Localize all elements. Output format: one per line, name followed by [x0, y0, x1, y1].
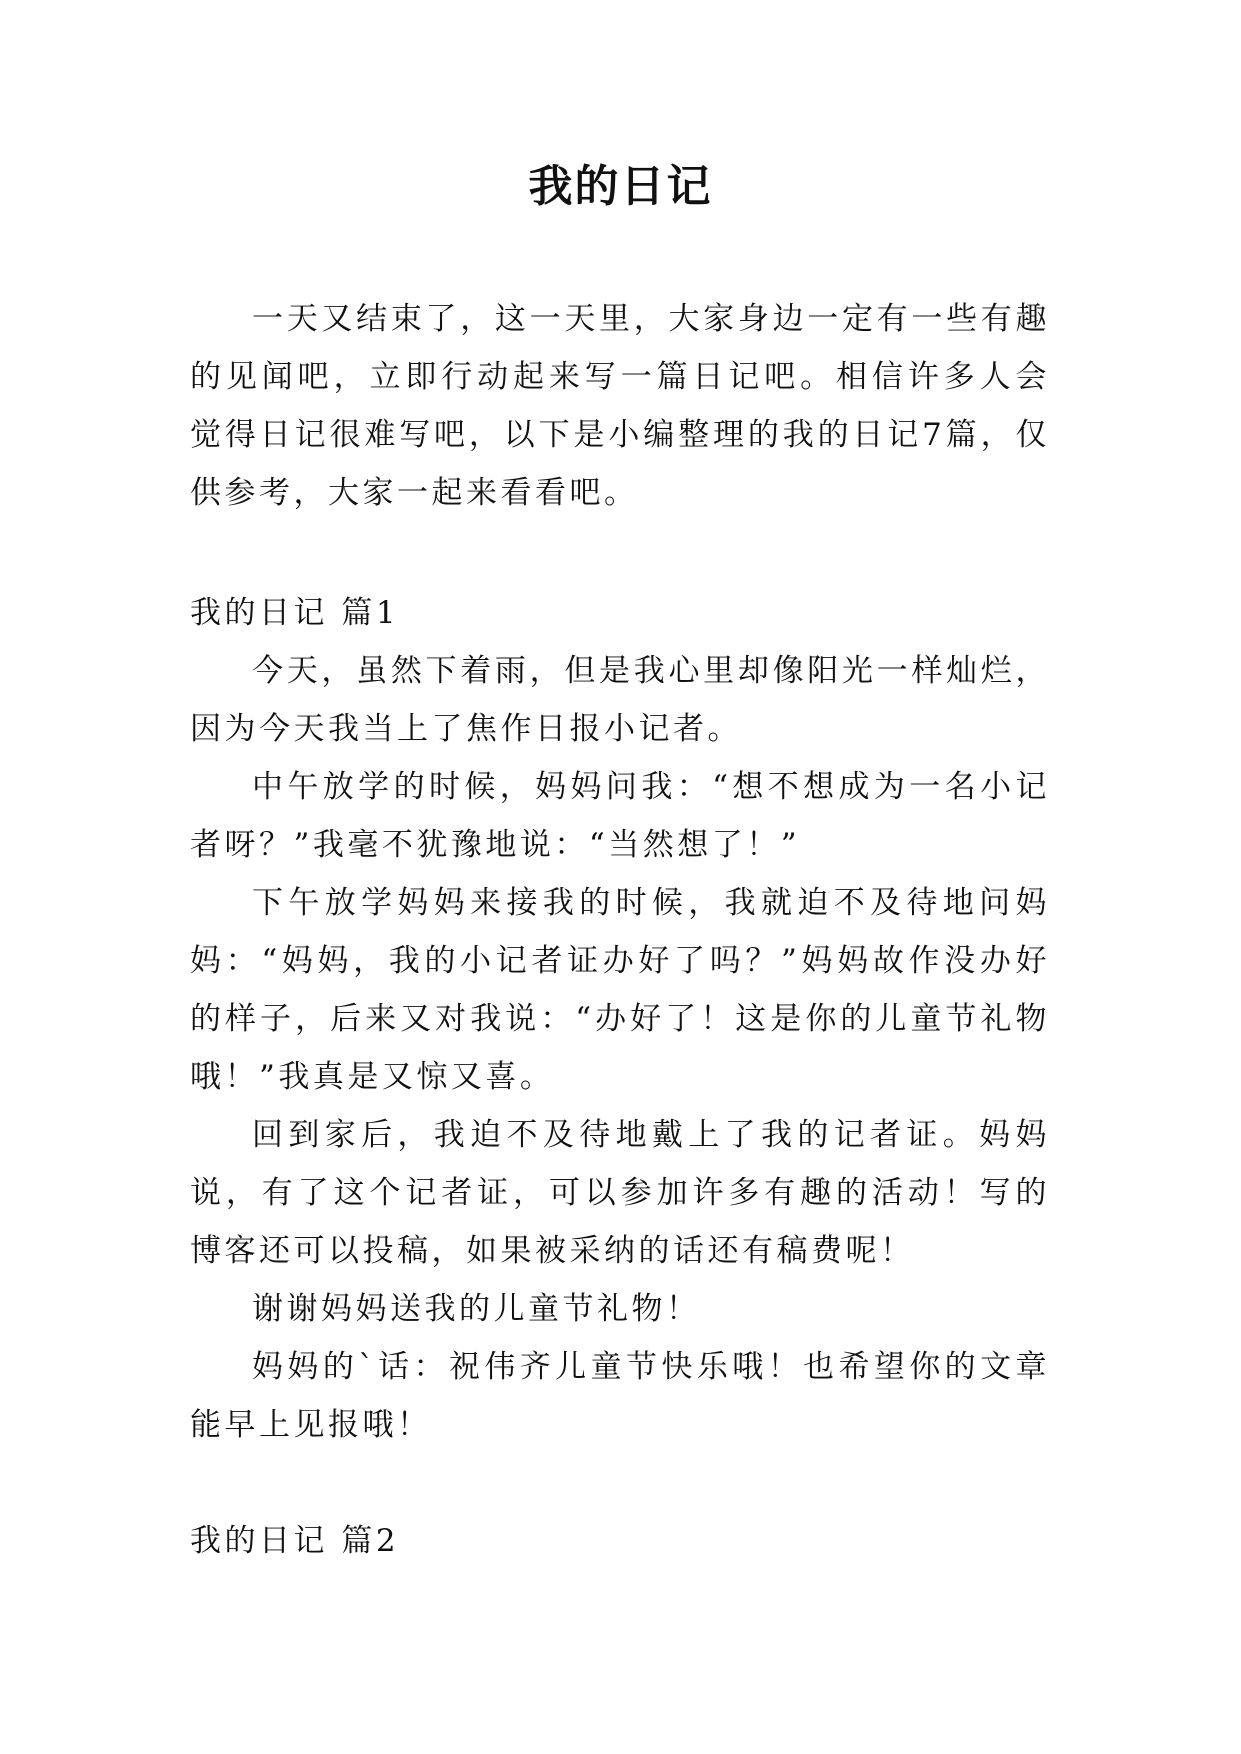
body-paragraph: 谢谢妈妈送我的儿童节礼物！ [252, 1291, 701, 1327]
section-heading: 我的日记 篇2 [190, 1523, 400, 1559]
body-paragraph: 下午放学妈妈来接我的时候，我就迫不及待地问妈妈：“妈妈，我的小记者证办好了吗？”妈妈故作没办好的样子，后来又对我说：“办好了！这是你的儿童节礼物哦！”我真是又惊又喜。 [190, 885, 1050, 1095]
body-paragraph: 今天，虽然下着雨，但是我心里却像阳光一样灿烂，因为今天我当上了焦作日报小记者。 [190, 653, 1050, 747]
body-paragraph: 妈妈的`话：祝伟齐儿童节快乐哦！也希望你的文章能早上见报哦！ [190, 1349, 1050, 1443]
document-title: 我的日记 [528, 161, 713, 212]
section-spacer [190, 522, 1050, 584]
section-spacer [190, 1454, 1050, 1512]
body-paragraph: 中午放学的时候，妈妈问我：“想不想成为一名小记者呀？”我毫不犹豫地说：“当然想了！” [190, 769, 1050, 863]
section-2 [190, 1512, 1050, 1570]
document-body [190, 290, 1050, 1570]
section-1 [190, 584, 1050, 1454]
section-heading: 我的日记 篇1 [190, 595, 400, 631]
body-paragraph: 回到家后，我迫不及待地戴上了我的记者证。妈妈说，有了这个记者证，可以参加许多有趣的活动！写的博客还可以投稿，如果被采纳的话还有稿费呢！ [190, 1117, 1050, 1269]
intro-paragraph: 一天又结束了，这一天里，大家身边一定有一些有趣的见闻吧，立即行动起来写一篇日记吧。相信许多人会觉得日记很难写吧，以下是小编整理的我的日记7篇，仅供参考，大家一起来看看吧。 [190, 301, 1050, 511]
